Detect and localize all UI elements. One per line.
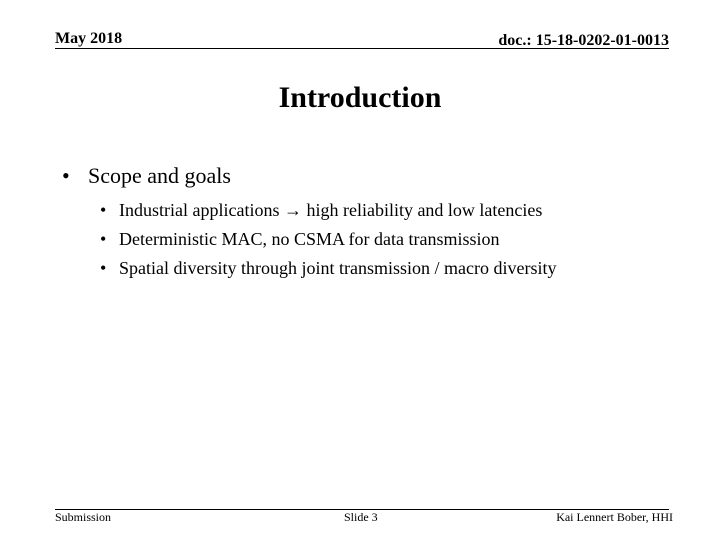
bullet-icon: • [100, 200, 107, 220]
sub-bullet-item [100, 254, 556, 283]
sub-bullet-text: Spatial diversity through joint transmission / macro diversity [119, 258, 557, 278]
bullet-main-text: Scope and goals [88, 163, 231, 188]
sub-bullet-item [100, 225, 556, 254]
footer-author: Kai Lennert Bober, HHI [556, 510, 673, 524]
header-divider [55, 48, 669, 49]
bullet-main [62, 162, 231, 190]
sub-bullet-text: Industrial applications → high reliability and low latencies [119, 200, 543, 220]
sub-bullet-text: Deterministic MAC, no CSMA for data transmission [119, 229, 500, 249]
footer-slide-number: Slide 3 [344, 510, 378, 524]
bullet-icon: • [100, 258, 107, 278]
sub-bullet-list [100, 196, 556, 283]
footer-submission: Submission [55, 510, 112, 524]
slide-title: Introduction [278, 81, 442, 114]
bullet-icon: • [100, 229, 107, 249]
sub-bullet-item [100, 196, 556, 225]
bullet-icon: • [62, 163, 70, 188]
header-doc-id: doc.: 15-18-0202-01-0013 [498, 32, 669, 49]
header-date: May 2018 [55, 30, 123, 47]
